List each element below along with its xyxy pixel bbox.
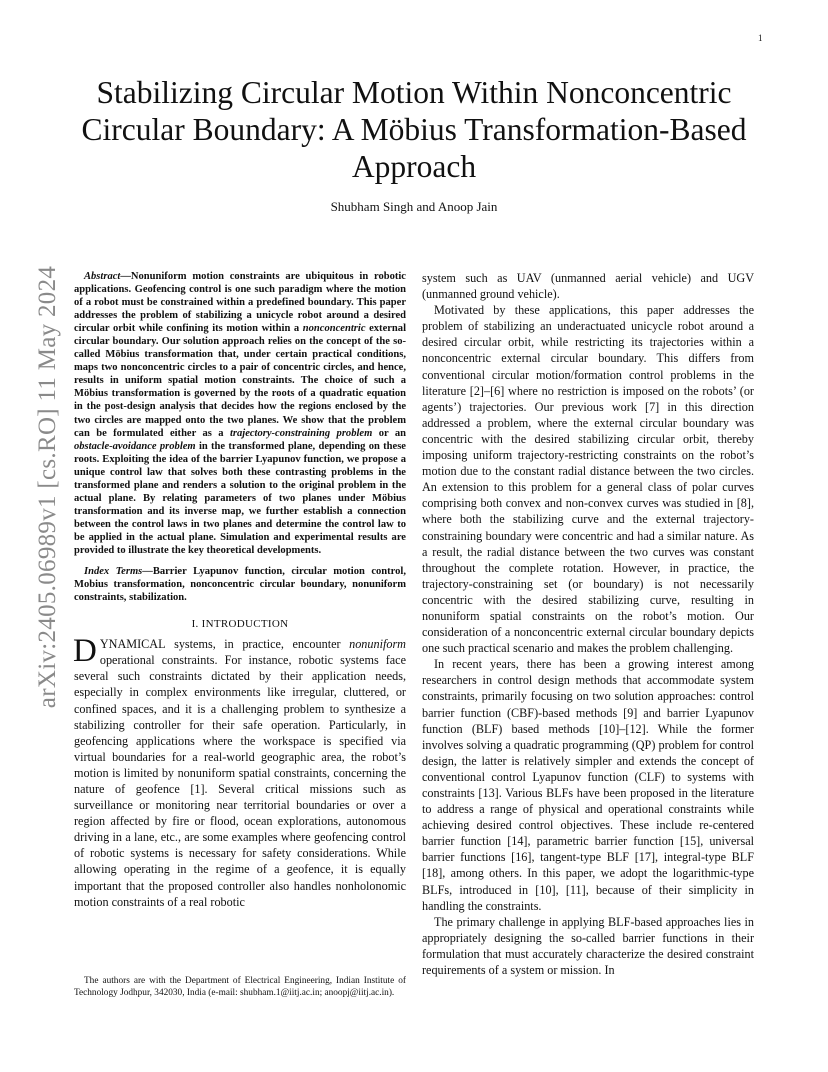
- left-column: [74, 270, 406, 910]
- index-terms-text: Barrier Lyapunov function, circular motion control, Mobius transformation, nonconcentric circular boundary, nonuniform constraints, stabilization.: [74, 566, 406, 604]
- intro-paragraph-1-continued: system such as UAV (unmanned aerial vehicle) and UGV (unmanned ground vehicle).: [422, 271, 754, 302]
- abstract: [74, 270, 406, 557]
- section-first-letter: I: [201, 618, 206, 631]
- abstract-text-4: in the transformed plane, depending on these roots. Exploiting the idea of the barrier Lyapunov function, we propose a unique control law that solves both these contrasting problems in the transformed plane and renders a solution to the original problem in the actual plane. By relating parameters of two planes under Möbius transformation and its inverse map, we further establish a connection between the control laws in two planes and determine the control law to be applied in the actual plane. Simulation and experimental results are provided to illustrate the key theoretical developments.: [74, 440, 406, 556]
- abstract-label: Abstract: [84, 271, 121, 282]
- author-footnote: The authors are with the Department of Electrical Engineering, Indian Institute of Technology Jodhpur, 342030, India (e-mail: shubham.1@iitj.ac.in; anoopj@iitj.ac.in).: [74, 976, 406, 998]
- abstract-text-1: Nonuniform motion constraints are ubiquitous in robotic applications. Geofencing control is one such paradigm where the motion of a robot must be constrained within a predefined boundary. This paper addresses the problem of stabilizing a unicycle robot around a desired circular orbit while confining its motion within a: [74, 271, 406, 335]
- paper-authors: Shubham Singh and Anoop Jain: [330, 199, 498, 214]
- index-terms: [74, 565, 406, 604]
- abstract-text-2: external circular boundary. Our solution approach relies on the concept of the so-called Möbius transformation that, under certain practical conditions, maps two nonconcentric circles to a pair of concentric circles, and hence, results in uniform spatial motion constraints. The choice of such a Möbius transformation is governed by the roots of a quadratic equation in the post-design analysis that decides how the regions enclosed by the two circles are mapped onto the two planes. We show that the problem can be formulated either as a: [74, 323, 406, 439]
- abstract-emphasis-1: nonconcentric: [302, 323, 366, 335]
- page-number: 1: [758, 33, 763, 43]
- abstract-dash: —: [120, 271, 131, 282]
- intro-text-1: systems, in practice, encounter: [165, 637, 350, 652]
- abstract-emphasis-3: obstacle-avoidance problem: [74, 440, 196, 452]
- intro-paragraph-2: Motivated by these applications, this paper addresses the problem of stabilizing an underactuated unicycle robot around a desired circular orbit, while restricting its trajectories within a nonconcentric external circular boundary. This differs from conventional circular motion/formation control problems in the literature [2]–[6] where no restriction is imposed on the robots’ (or agents’) trajectories. Our previous work [7] in this direction addressed a problem, where the external circular boundary was concentric with the desired stabilizing circular orbit, thereby imposing uniform trajectory-restricting constraints on the robot’s motion due to the constant radial distance between the two circles. An extension to this problem for a general class of polar curves comprising both convex and non-convex curves was studied in [8], where both the stabilizing curve and the external trajectory-constraining boundary were concentric and had a similar nature. As a result, the radial distance between the two curves was constant throughout the complete rotation. However, in practice, the trajectory-constraining set (or boundary) is not necessarily concentric with the desired stabilizing curve, resulting in nonuniform spatial constraints on the robot’s motion. Our consideration of a nonconcentric external circular boundary depicts one such practical scenario and makes the problem challenging.: [422, 303, 754, 656]
- intro-paragraph-3: In recent years, there has been a growing interest among researchers in control design methods that accommodate system constraints, primarily focusing on two solution approaches: control barrier function (CBF)-based methods [9] and barrier Lyapunov function (BLF) based methods [10]–[12]. While the former involves solving a quadratic programming (QP) problem for control design, the latter is relatively simpler and extends the concept of conventional control Lyapunov function (CLF) to systems with constraints [13]. Various BLFs have been proposed in the literature to address a range of physical and operational constraints while achieving desired control objectives. These include re-centered barrier function [14], parametric barrier function [15], universal barrier functions [16], tangent-type BLF [17], integral-type BLF [18], among others. In this paper, we adopt the logarithmic-type BLFs, introduced in [10], [11], because of their simplicity in handling the constraints.: [422, 657, 754, 913]
- index-terms-dash: —: [142, 566, 153, 578]
- intro-smallcaps: YNAMICAL: [99, 637, 166, 652]
- section-heading-introduction: [74, 618, 406, 630]
- section-title-rest: NTRODUCTION: [205, 618, 289, 631]
- right-column: [422, 270, 754, 978]
- intro-paragraph-1: [73, 633, 406, 910]
- intro-text-2: operational constraints. For instance, robotic systems face several such constraints dictated by their application needs, especially in complex environments like irregular, cluttered, or confined spaces, and it is a challenging problem to synthesize a stabilizing controller for their safe operation. Particularly, in geofencing applications where the workspace is specified via virtual boundaries for a real-world geographic area, the robot’s motion is limited by nonuniform spatial constraints, concerning the nature of geofence [1]. Several critical missions such as surveillance or monitoring near territorial boundaries or over a region affected by fire or flood, ocean explorations, autonomous driving in a lane, etc., are some examples where geofencing control of robotic systems is necessary for safety considerations. While allowing operating in the regime of a geofence, it is equally important that the proposed controller also handles nonholonomic motion constraints of a real robotic: [74, 653, 406, 909]
- intro-emphasis-1: nonuniform: [349, 637, 406, 652]
- index-terms-label: Index Terms: [84, 566, 143, 578]
- intro-paragraph-4: The primary challenge in applying BLF-based approaches lies in appropriately designing the so-called barrier functions in their formulation that must accurately characterize the desired constraint requirements of a system or mission. In: [422, 914, 754, 978]
- arxiv-identifier: arXiv:2405.06989v1 [cs.RO] 11 May 2024: [34, 265, 61, 709]
- abstract-text-3: or an: [372, 427, 406, 439]
- paper-title: Stabilizing Circular Motion Within Nonconcentric Circular Boundary: A Möbius Transformation-Based Approach: [81, 75, 747, 184]
- abstract-emphasis-2: trajectory-constraining problem: [229, 427, 373, 439]
- drop-cap: D: [73, 633, 97, 670]
- section-numeral: I.: [191, 618, 202, 631]
